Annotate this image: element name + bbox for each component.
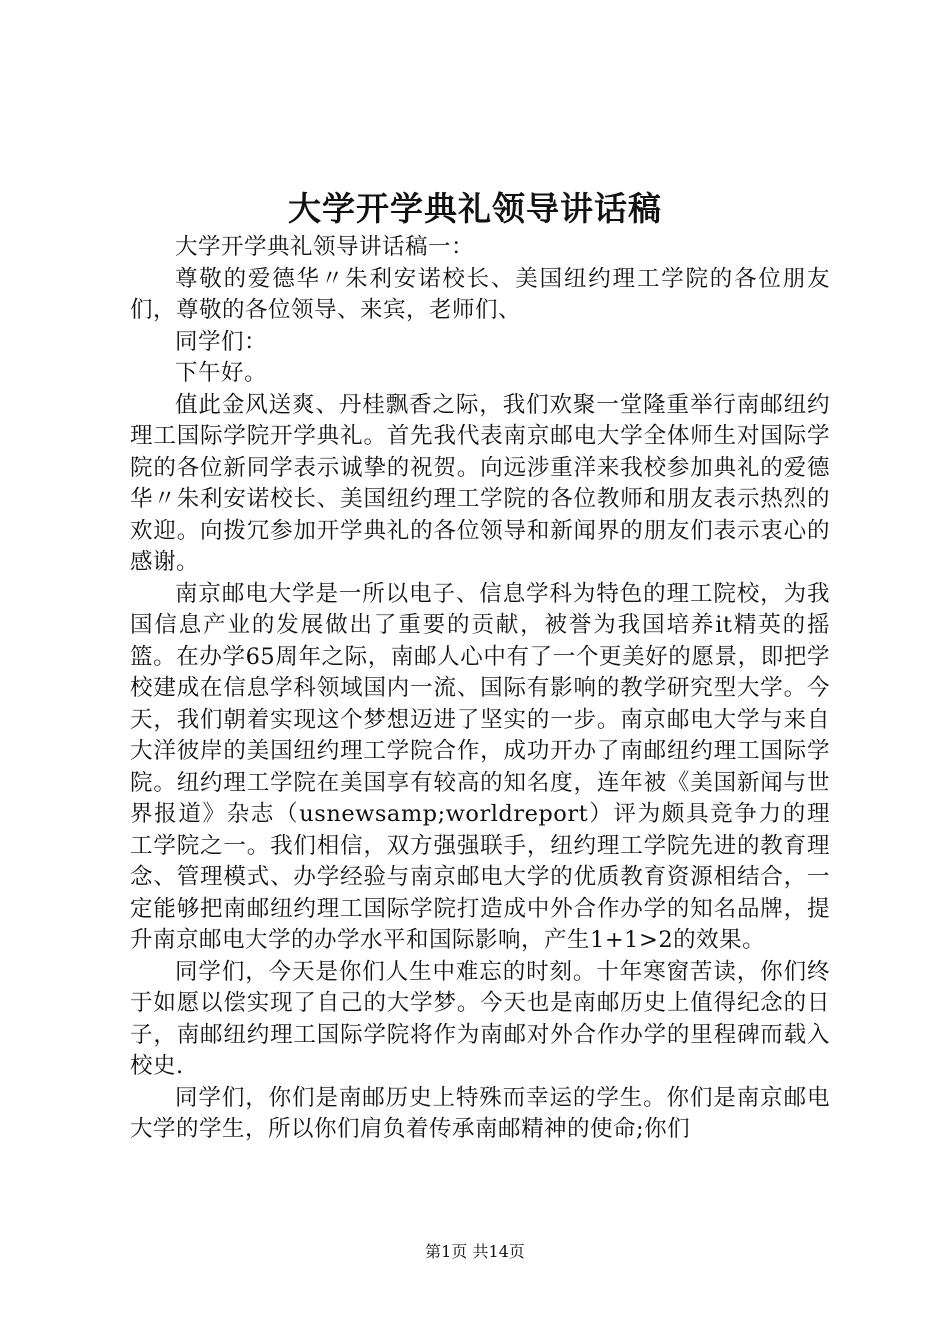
paragraph-special-students: 同学们，你们是南邮历史上特殊而幸运的学生。你们是南京邮电大学的学生，所以你们肩负着传承南邮精神的使命;你们 bbox=[130, 1084, 830, 1142]
paragraph-students: 同学们： bbox=[175, 328, 268, 355]
paragraph-intro: 大学开学典礼领导讲话稿一： bbox=[175, 234, 475, 260]
paragraph-university: 南京邮电大学是一所以电子、信息学科为特色的理工院校，为我国信息产业的发展做出了重要的贡献，被誉为我国培养it精英的摇篮。在办学65周年之际，南邮人心中有了一个更美好的愿景，即把学校建成在信息学科领域国内一流、国际有影响的教学研究型大学。今天，我们朝着实现这个梦想迈进了坚实的一步。南京邮电大学与来自大洋彼岸的美国纽约理工学院合作，成功开办了南邮纽约理工国际学院。纽约理工学院在美国享有较高的知名度，连年被《美国新闻与世界报道》杂志（usnewsamp;worldreport）评为颇具竞争力的理工学院之一。我们相信，双方强强联手，纽约理工学院先进的教育理念、管理模式、办学经验与南京邮电大学的优质教育资源相结合，一定能够把南邮纽约理工国际学院打造成中外合作办学的知名品牌，提升南京邮电大学的办学水平和国际影响，产生1+1>2的效果。 bbox=[130, 580, 830, 953]
paragraph-welcome: 值此金风送爽、丹桂飘香之际，我们欢聚一堂隆重举行南邮纽约理工国际学院开学典礼。首先我代表南京邮电大学全体师生对国际学院的各位新同学表示诚挚的祝贺。向远涉重洋来我校参加典礼的爱德华〃朱利安诺校长、美国纽约理工学院的各位教师和朋友表示热烈的欢迎。向拨冗参加开学典礼的各位领导和新闻界的朋友们表示衷心的感谢。 bbox=[130, 391, 830, 575]
page-number-footer: 第1页 共14页 bbox=[425, 1242, 525, 1261]
paragraph-greeting: 下午好。 bbox=[175, 360, 268, 386]
document-title: 大学开学典礼领导讲话稿 bbox=[288, 189, 662, 228]
paragraph-memorable-moment: 同学们，今天是你们人生中难忘的时刻。十年寒窗苦读，你们终于如愿以偿实现了自己的大学梦。今天也是南邮历史上值得纪念的日子，南邮纽约理工国际学院将作为南邮对外合作办学的里程碑而载入校史. bbox=[130, 958, 830, 1079]
document-body bbox=[130, 232, 830, 1146]
paragraph-salutation: 尊敬的爱德华〃朱利安诺校长、美国纽约理工学院的各位朋友们，尊敬的各位领导、来宾，老师们、 bbox=[130, 265, 830, 323]
